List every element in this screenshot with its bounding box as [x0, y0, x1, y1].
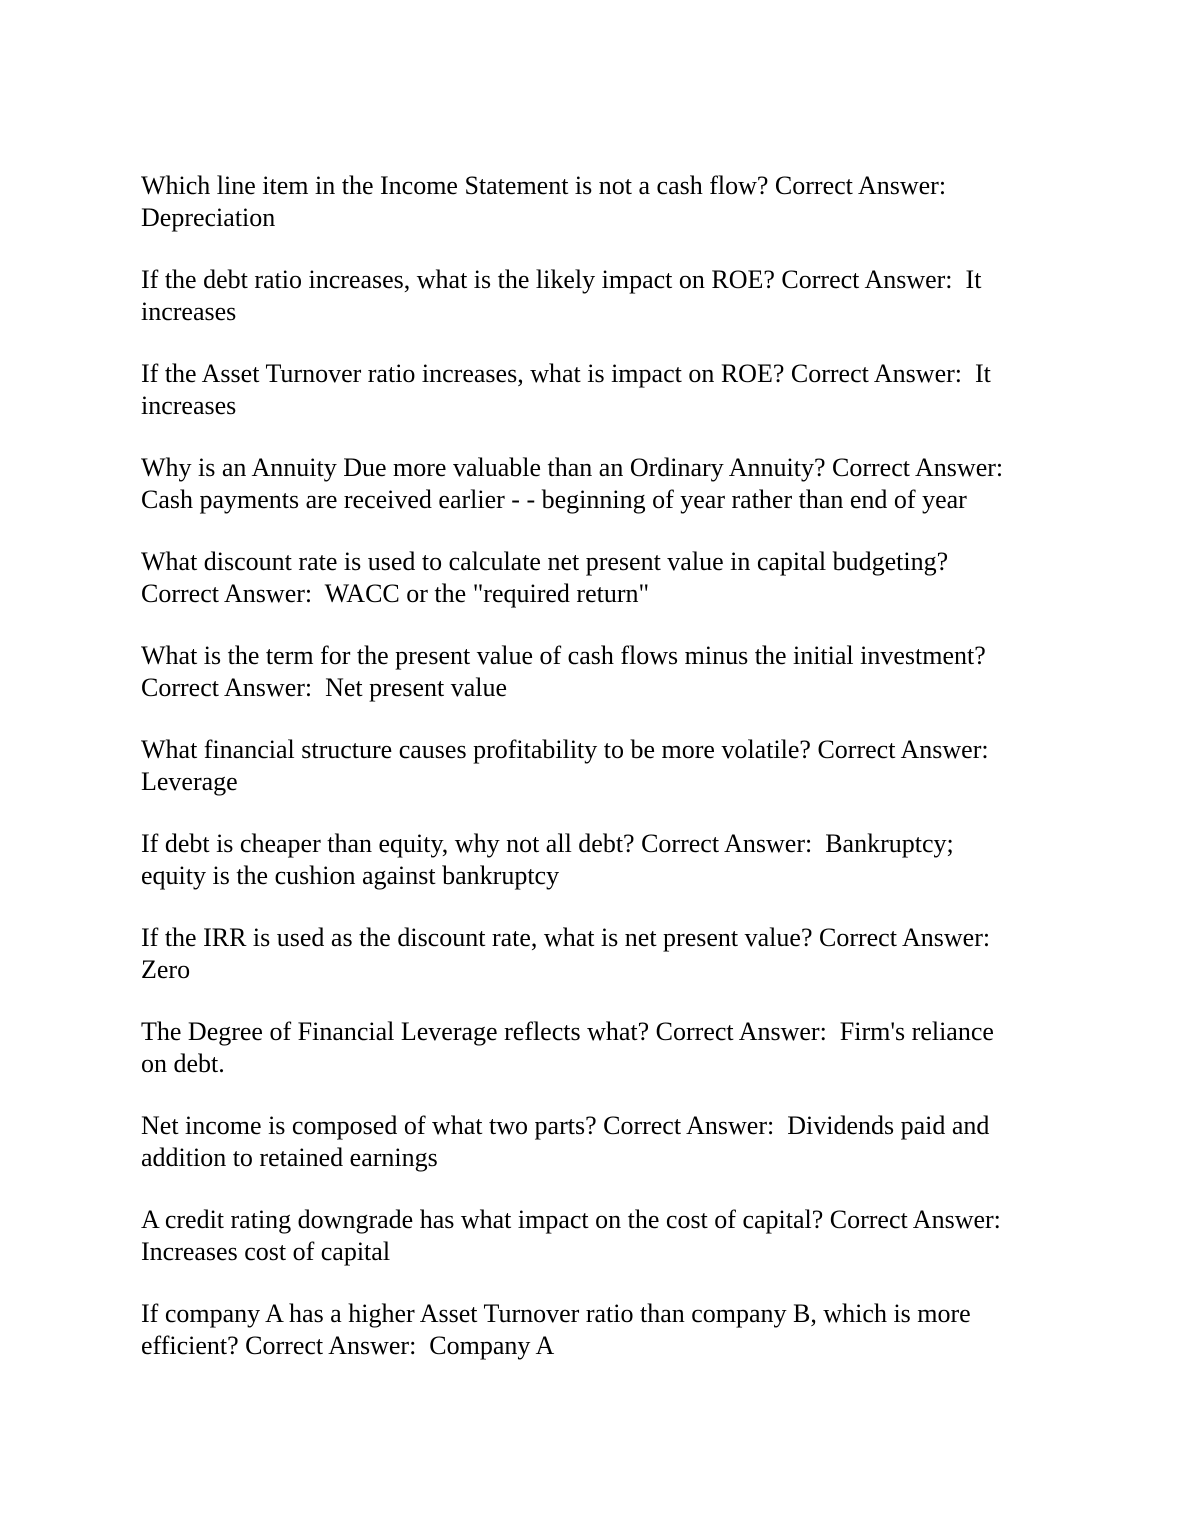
qa-item: A credit rating downgrade has what impact on the cost of capital? Correct Answer: Increases cost of capital [141, 1205, 1001, 1266]
qa-item: What discount rate is used to calculate net present value in capital budgeting? Correct Answer: WACC or the "required return" [141, 547, 949, 608]
qa-item: What is the term for the present value of cash flows minus the initial investment? Correct Answer: Net present value [141, 641, 986, 702]
qa-item: If company A has a higher Asset Turnover ratio than company B, which is more efficient? Correct Answer: Company A [141, 1299, 971, 1360]
qa-item: Net income is composed of what two parts? Correct Answer: Dividends paid and addition to retained earnings [141, 1111, 990, 1172]
qa-item: Why is an Annuity Due more valuable than an Ordinary Annuity? Correct Answer: Cash payments are received earlier - - beginning of year rather than end of year [141, 453, 1004, 514]
qa-item: If debt is cheaper than equity, why not all debt? Correct Answer: Bankruptcy; equity is the cushion against bankruptcy [141, 829, 954, 890]
qa-item: The Degree of Financial Leverage reflects what? Correct Answer: Firm's reliance on debt. [141, 1017, 994, 1078]
qa-list [141, 170, 1061, 1392]
qa-item: If the debt ratio increases, what is the likely impact on ROE? Correct Answer: It increases [141, 265, 982, 326]
qa-item: If the IRR is used as the discount rate, what is net present value? Correct Answer: Zero [141, 923, 991, 984]
qa-item: Which line item in the Income Statement is not a cash flow? Correct Answer: Depreciation [141, 171, 947, 232]
qa-item: What financial structure causes profitability to be more volatile? Correct Answer: Leverage [141, 735, 989, 796]
qa-item: If the Asset Turnover ratio increases, what is impact on ROE? Correct Answer: It increases [141, 359, 991, 420]
